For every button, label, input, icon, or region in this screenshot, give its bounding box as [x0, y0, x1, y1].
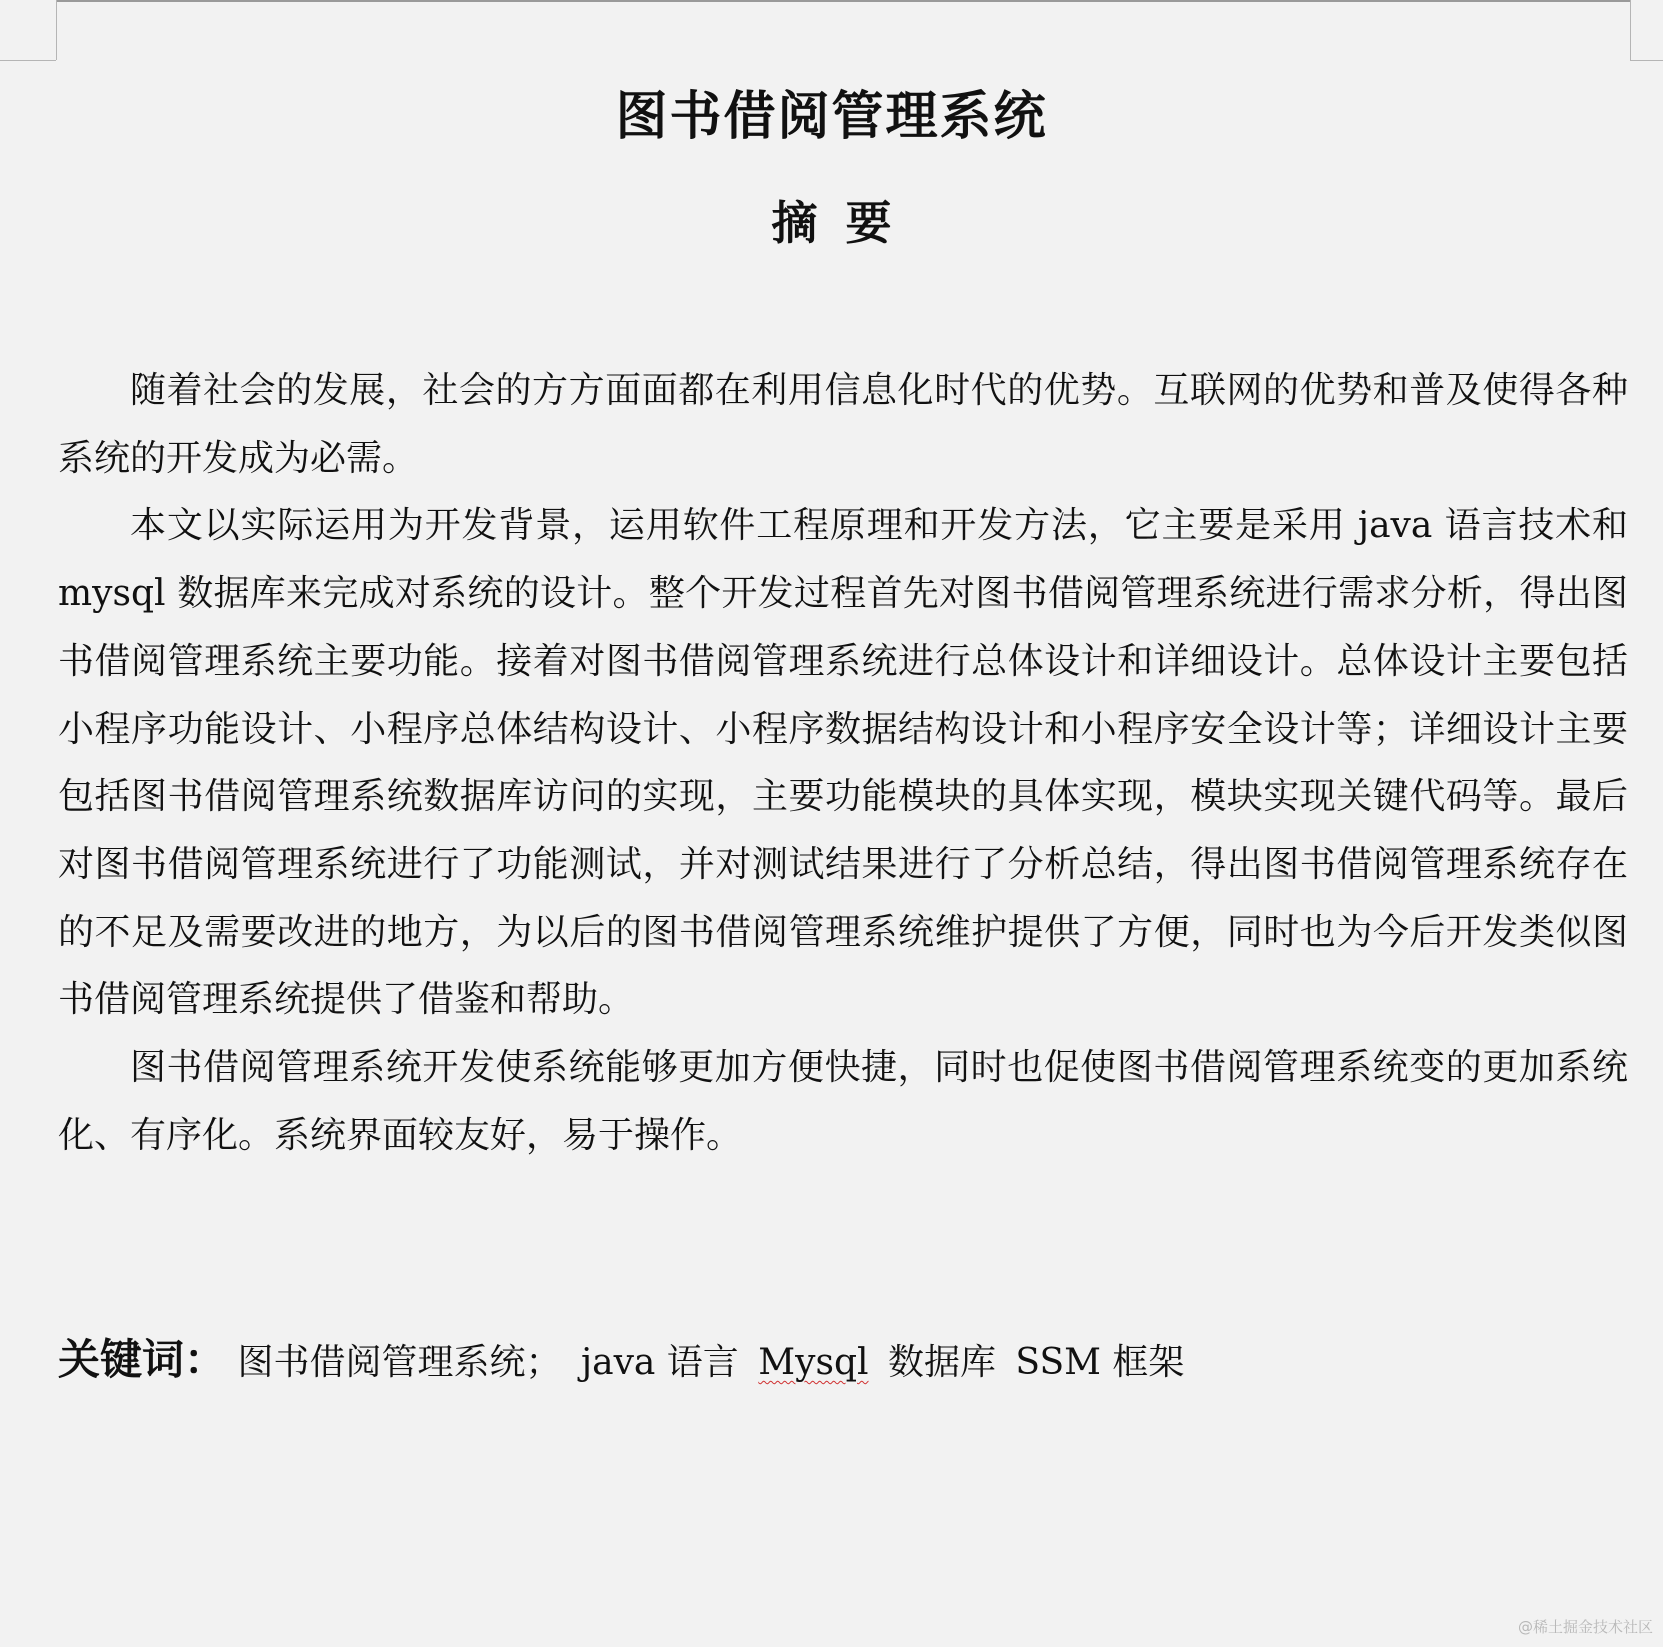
crop-mark-top-left-vertical: [56, 0, 57, 60]
keywords-line[interactable]: [58, 1325, 1628, 1398]
abstract-paragraph[interactable]: 随着社会的发展，社会的方方面面都在利用信息化时代的优势。互联网的优势和普及使得各种系统的开发成为必需。: [58, 370, 1628, 479]
watermark: @稀土掘金技术社区: [1517, 1618, 1653, 1636]
abstract-body[interactable]: [58, 357, 1628, 1169]
document-title: 图书借阅管理系统: [615, 87, 1048, 147]
abstract-paragraph[interactable]: 本文以实际运用为开发背景，运用软件工程原理和开发方法，它主要是采用 java 语言技术和 mysql 数据库来完成对系统的设计。整个开发过程首先对图书借阅管理系统进行需求分析，得出图书借阅管理系统主要功能。接着对图书借阅管理系统进行总体设计和详细设计。总体设计主要包括小程序功能设计、小程序总体结构设计、小程序数据结构设计和小程序安全设计等；详细设计主要包括图书借阅管理系统数据库访问的实现，主要功能模块的具体实现，模块实现关键代码等。最后对图书借阅管理系统进行了功能测试，并对测试结果进行了分析总结，得出图书借阅管理系统存在的不足及需要改进的地方，为以后的图书借阅管理系统维护提供了方便，同时也为今后开发类似图书借阅管理系统提供了借鉴和帮助。: [58, 505, 1628, 1021]
crop-mark-top-left: [0, 60, 56, 61]
keyword-item-spellcheck[interactable]: Mysql: [758, 1342, 869, 1383]
page-top-edge: [56, 0, 1630, 2]
keywords-label: 关键词：: [58, 1335, 227, 1384]
keyword-item[interactable]: 图书借阅管理系统；: [237, 1342, 562, 1383]
abstract-heading: 摘要: [771, 196, 920, 250]
keyword-item[interactable]: java 语言: [580, 1342, 739, 1383]
keyword-item[interactable]: 数据库: [887, 1342, 996, 1383]
crop-mark-top-right: [1630, 60, 1663, 61]
crop-mark-top-right-vertical: [1630, 0, 1631, 60]
keyword-item[interactable]: SSM 框架: [1015, 1342, 1185, 1383]
abstract-paragraph[interactable]: 图书借阅管理系统开发使系统能够更加方便快捷，同时也促使图书借阅管理系统变的更加系统化、有序化。系统界面较友好，易于操作。: [58, 1047, 1628, 1156]
